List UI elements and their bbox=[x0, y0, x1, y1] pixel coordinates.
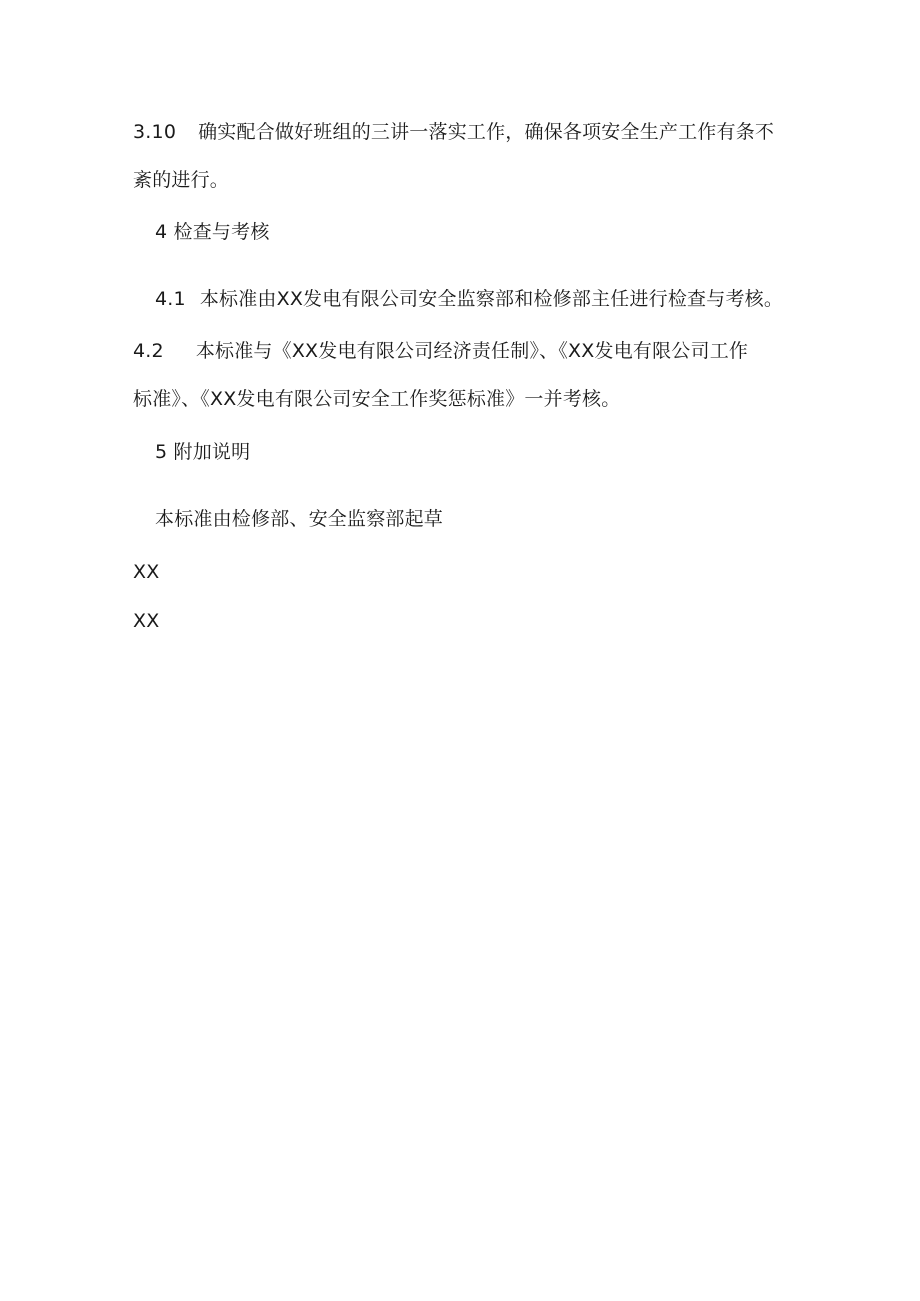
clause-4-2-number: 4.2 bbox=[133, 340, 164, 362]
clause-4-1-number: 4.1 bbox=[155, 288, 186, 310]
drafted-by-note: 本标准由检修部、安全监察部起草 bbox=[155, 508, 444, 530]
clause-4-2-line-1 bbox=[133, 339, 748, 363]
signature-line-1: XX bbox=[133, 561, 160, 583]
clause-4-2-line-2: 标准》、《XX发电有限公司安全工作奖惩标准》一并考核。 bbox=[133, 388, 621, 410]
clause-3-10-line-2: 紊的进行。 bbox=[133, 169, 230, 191]
section-5-heading: 5 附加说明 bbox=[155, 441, 251, 463]
clause-4-1-text: 本标准由XX发电有限公司安全监察部和检修部主任进行检查与考核。 bbox=[199, 288, 784, 310]
clause-4-1 bbox=[155, 287, 783, 311]
clause-3-10-number: 3.10 bbox=[133, 121, 177, 143]
signature-line-2: XX bbox=[133, 610, 160, 632]
clause-3-10-line-1 bbox=[133, 120, 774, 144]
clause-4-2-text: 本标准与《XX发电有限公司经济责任制》、《XX发电有限公司工作 bbox=[195, 340, 749, 362]
clause-3-10-text: 确实配合做好班组的三讲一落实工作，确保各项安全生产工作有条不 bbox=[198, 121, 775, 143]
section-4-heading: 4 检查与考核 bbox=[155, 221, 270, 243]
